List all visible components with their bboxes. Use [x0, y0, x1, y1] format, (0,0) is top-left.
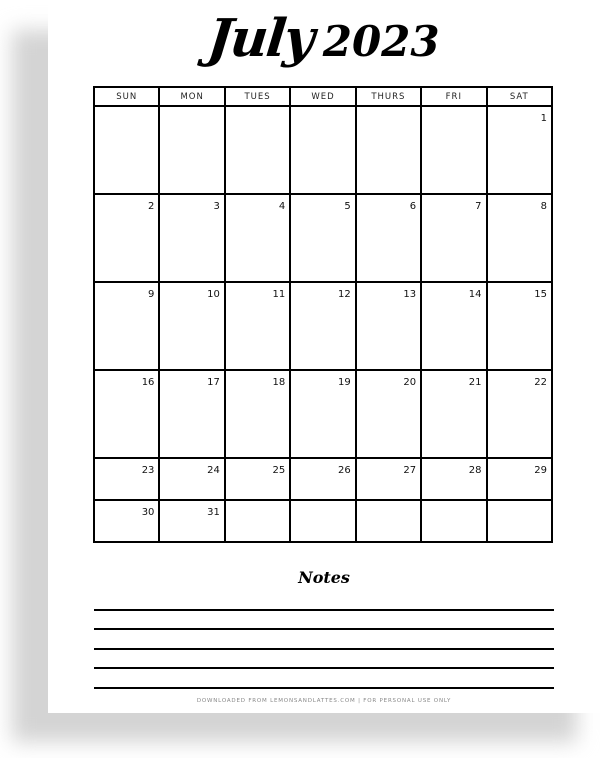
day-cell — [159, 194, 224, 282]
day-cell — [94, 282, 159, 370]
day-cell — [487, 370, 552, 458]
day-cell — [421, 370, 486, 458]
day-number: 18 — [272, 377, 286, 388]
day-cell — [225, 500, 290, 542]
day-cell — [487, 458, 552, 500]
day-number: 20 — [403, 377, 417, 388]
day-number: 25 — [272, 465, 286, 476]
weekday-sun: SUN — [94, 87, 159, 106]
day-cell — [94, 458, 159, 500]
day-cell — [159, 370, 224, 458]
day-number: 24 — [207, 465, 220, 476]
day-number: 27 — [403, 465, 417, 476]
notes-line — [94, 667, 554, 669]
day-number — [357, 501, 420, 507]
day-number — [95, 107, 158, 113]
day-number — [422, 107, 485, 113]
calendar-title — [48, 8, 600, 69]
day-cell — [159, 458, 224, 500]
day-cell — [421, 458, 486, 500]
day-number — [422, 501, 485, 507]
day-number: 14 — [468, 289, 482, 300]
notes-line — [94, 609, 554, 611]
day-number: 15 — [534, 289, 547, 300]
day-cell — [225, 194, 290, 282]
day-cell — [421, 194, 486, 282]
notes-line — [94, 628, 554, 630]
day-cell — [421, 282, 486, 370]
day-cell — [290, 458, 355, 500]
day-cell — [94, 106, 159, 194]
week-row-1 — [94, 106, 552, 194]
week-row-2 — [94, 194, 552, 282]
day-number: 2 — [148, 201, 155, 212]
day-number: 29 — [534, 465, 547, 476]
day-cell — [290, 282, 355, 370]
week-row-3 — [94, 282, 552, 370]
day-cell — [421, 106, 486, 194]
weekday-thurs: THURS — [356, 87, 421, 106]
day-number: 19 — [337, 377, 351, 388]
day-number — [226, 501, 289, 507]
day-cell — [290, 370, 355, 458]
weekday-sat: SAT — [487, 87, 552, 106]
day-cell — [290, 194, 355, 282]
weekday-tues: TUES — [225, 87, 290, 106]
day-number: 5 — [344, 201, 351, 212]
weekday-wed: WED — [290, 87, 355, 106]
day-cell — [290, 106, 355, 194]
day-number: 3 — [213, 201, 220, 212]
day-cell — [225, 458, 290, 500]
day-number: 23 — [141, 465, 155, 476]
day-cell — [159, 282, 224, 370]
day-cell — [290, 500, 355, 542]
weekday-fri: FRI — [421, 87, 486, 106]
week-row-6 — [94, 500, 552, 542]
notes-line — [94, 648, 554, 650]
day-cell — [225, 282, 290, 370]
day-number — [160, 107, 223, 113]
day-cell — [159, 106, 224, 194]
day-cell — [487, 500, 552, 542]
calendar-sheet — [48, 0, 600, 713]
day-number: 26 — [337, 465, 351, 476]
day-number: 7 — [475, 201, 482, 212]
day-cell — [356, 106, 421, 194]
day-number: 6 — [409, 201, 417, 212]
day-number — [488, 501, 551, 507]
weekday-mon: MON — [159, 87, 224, 106]
day-cell — [225, 370, 290, 458]
day-number — [291, 107, 354, 113]
day-cell — [487, 282, 552, 370]
day-cell — [356, 194, 421, 282]
day-cell — [421, 500, 486, 542]
day-cell — [159, 500, 224, 542]
day-number: 10 — [207, 289, 220, 300]
day-cell — [356, 282, 421, 370]
day-cell — [94, 500, 159, 542]
day-number: 28 — [468, 465, 482, 476]
calendar-grid — [93, 86, 553, 543]
week-row-5 — [94, 458, 552, 500]
day-cell — [356, 370, 421, 458]
day-cell — [487, 194, 552, 282]
day-number: 17 — [207, 377, 220, 388]
day-cell — [94, 370, 159, 458]
day-number: 31 — [207, 507, 220, 518]
notes-heading: Notes — [298, 568, 350, 587]
footer-credit: DOWNLOADED FROM LEMONSANDLATTES.COM | FOR PERSONAL USE ONLY — [196, 698, 452, 704]
day-number — [357, 107, 420, 113]
day-cell — [225, 106, 290, 194]
day-cell — [94, 194, 159, 282]
title-month: July — [205, 8, 316, 69]
day-number — [226, 107, 289, 113]
weekday-header-row — [94, 87, 552, 106]
day-number: 8 — [540, 201, 547, 212]
day-cell — [487, 106, 552, 194]
day-number: 9 — [148, 289, 155, 300]
day-number: 30 — [141, 507, 155, 518]
day-number: 13 — [403, 289, 417, 300]
day-cell — [356, 500, 421, 542]
day-number: 12 — [337, 289, 351, 300]
day-number: 1 — [540, 113, 547, 124]
day-number: 16 — [141, 377, 155, 388]
week-row-4 — [94, 370, 552, 458]
day-number: 22 — [534, 377, 547, 388]
day-number: 11 — [272, 289, 286, 300]
day-number: 21 — [468, 377, 482, 388]
title-year: 2023 — [322, 17, 440, 66]
day-cell — [356, 458, 421, 500]
notes-line — [94, 687, 554, 689]
day-number — [291, 501, 354, 507]
day-number: 4 — [278, 201, 286, 212]
